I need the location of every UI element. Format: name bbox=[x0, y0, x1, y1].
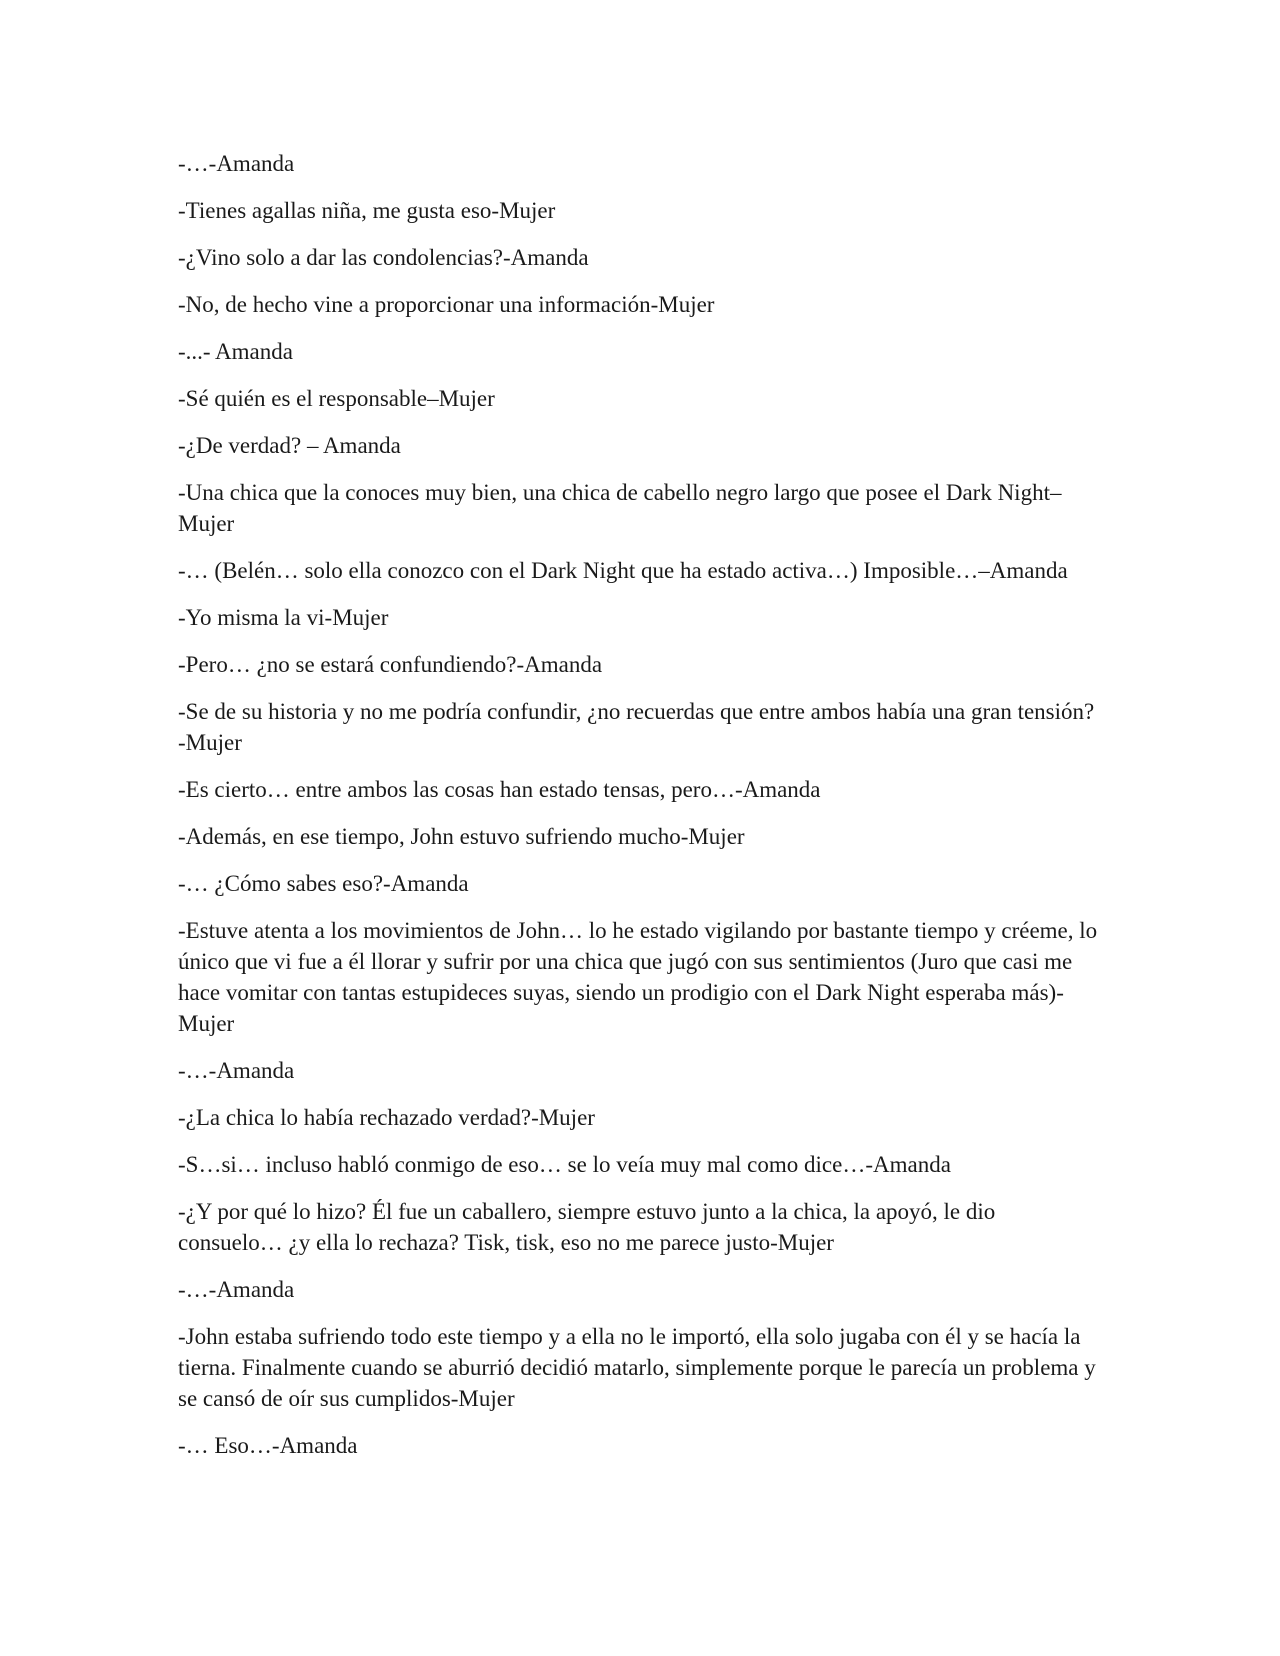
dialogue-line: -...- Amanda bbox=[178, 339, 293, 364]
dialogue-line: -Pero… ¿no se estará confundiendo?-Amanda bbox=[178, 652, 603, 677]
dialogue-line: -¿Vino solo a dar las condolencias?-Amanda bbox=[178, 245, 589, 270]
dialogue-line: -Estuve atenta a los movimientos de John… lo he estado vigilando por bastante tiempo y créeme, lo único que vi fue a él llorar y sufrir por una chica que jugó con sus sentimientos (Juro que casi me hace vomitar con tantas estupideces suyas, siendo un prodigio con el Dark Night esperaba más)-Mujer bbox=[178, 918, 1098, 1036]
dialogue-line: -… ¿Cómo sabes eso?-Amanda bbox=[178, 871, 469, 896]
dialogue-line: -John estaba sufriendo todo este tiempo y a ella no le importó, ella solo jugaba con él y se hacía la tierna. Finalmente cuando se aburrió decidió matarlo, simplemente porque le parecía un problema y se cansó de oír sus cumplidos-Mujer bbox=[178, 1324, 1096, 1411]
dialogue-line: -Además, en ese tiempo, John estuvo sufriendo mucho-Mujer bbox=[178, 824, 745, 849]
dialogue-line: -¿La chica lo había rechazado verdad?-Mujer bbox=[178, 1105, 595, 1130]
dialogue-line: -Tienes agallas niña, me gusta eso-Mujer bbox=[178, 198, 556, 223]
dialogue-line: -¿Y por qué lo hizo? Él fue un caballero, siempre estuvo junto a la chica, la apoyó, le dio consuelo… ¿y ella lo rechaza? Tisk, tisk, eso no me parece justo-Mujer bbox=[178, 1199, 996, 1255]
dialogue-line: -…-Amanda bbox=[178, 1277, 295, 1302]
dialogue-line: -Se de su historia y no me podría confundir, ¿no recuerdas que entre ambos había una gran tensión?-Mujer bbox=[178, 699, 1095, 755]
dialogue-line: -No, de hecho vine a proporcionar una información-Mujer bbox=[178, 292, 715, 317]
dialogue-line: -Yo misma la vi-Mujer bbox=[178, 605, 389, 630]
dialogue-line: -… Eso…-Amanda bbox=[178, 1433, 358, 1458]
dialogue-line: -S…si… incluso habló conmigo de eso… se lo veía muy mal como dice…-Amanda bbox=[178, 1152, 951, 1177]
dialogue-line: -¿De verdad? – Amanda bbox=[178, 433, 401, 458]
dialogue-line: -Una chica que la conoces muy bien, una chica de cabello negro largo que posee el Dark Night–Mujer bbox=[178, 480, 1062, 536]
dialogue-line: -Sé quién es el responsable–Mujer bbox=[178, 386, 495, 411]
dialogue-line: -Es cierto… entre ambos las cosas han estado tensas, pero…-Amanda bbox=[178, 777, 821, 802]
document-body bbox=[178, 148, 1098, 1477]
dialogue-line: -… (Belén… solo ella conozco con el Dark Night que ha estado activa…) Imposible…–Amanda bbox=[178, 558, 1068, 583]
dialogue-line: -…-Amanda bbox=[178, 151, 295, 176]
dialogue-line: -…-Amanda bbox=[178, 1058, 295, 1083]
